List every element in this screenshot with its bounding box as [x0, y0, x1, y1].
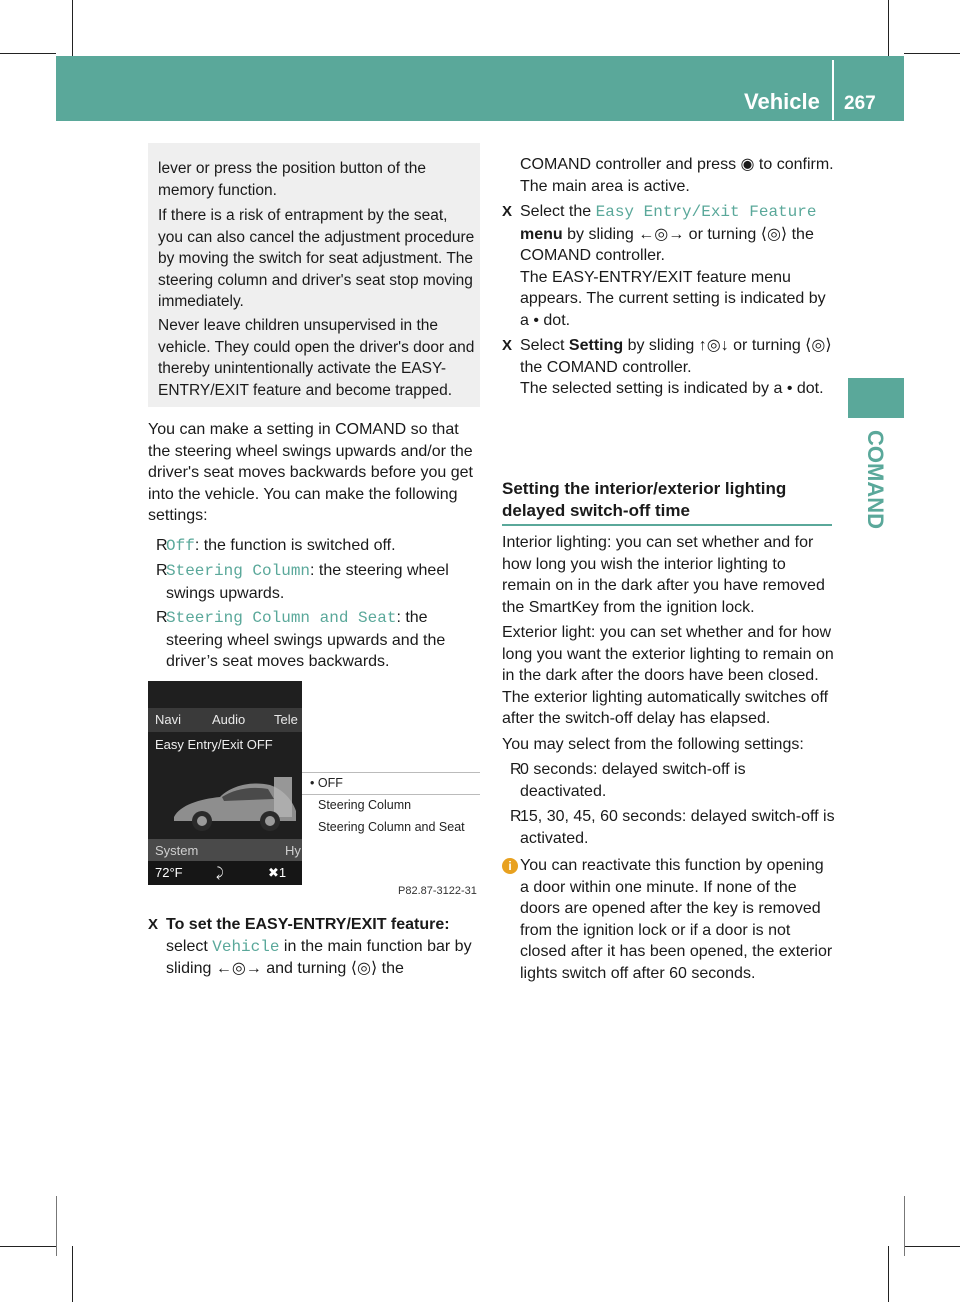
crop-mark [904, 1196, 905, 1256]
section-title: Vehicle [744, 89, 820, 114]
note-paragraph: lever or press the position button of the memory function. [158, 160, 426, 199]
note-paragraph: If there is a risk of entrapment by the seat, you can also cancel the adjustment procedure by moving the switch for seat adjustment. The steering column and driver's seat stop moving immediately. [158, 207, 475, 310]
info-icon: i [502, 858, 518, 874]
seat-icon: ⤸ [216, 865, 224, 880]
lighting-section [502, 532, 836, 984]
section-heading: Setting the interior/exterior lighting delayed switch-off time [502, 479, 787, 520]
intro-paragraph: You can make a setting in COMAND so that the steering wheel swings upwards and/or the driver's seat moves backwards before you get into the vehicle. You can make the following settings: [148, 421, 473, 524]
header-divider [832, 60, 834, 120]
list-item: R Steering Column and Seat: the steering wheel swings upwards and the driver’s seat moves backwards. [156, 609, 446, 670]
crop-mark [888, 1246, 889, 1302]
car-illustration [170, 759, 300, 839]
main-function-bar: Navi Audio Tele [148, 708, 302, 732]
heading-rule [502, 524, 832, 526]
chapter-tab [848, 378, 904, 418]
chapter-label: COMAND [848, 420, 904, 680]
note-paragraph: Never leave children unsupervised in the vehicle. They could open the driver's door and thereby unintentionally activate the EASY-ENTRY/EXIT feature and become trapped. [158, 317, 475, 399]
exterior-paragraph: Exterior light: you can set whether and for how long you want the exterior lighting to remain on in the dark after the doors have been closed. The exterior lighting automatically switches off after the switch-off delay has elapsed. [502, 624, 834, 727]
menu-option-steering-column: Steering Column [318, 798, 412, 812]
list-item: R Off: the function is switched off. [156, 537, 396, 555]
list-item: R 15, 30, 45, 60 seconds: delayed switch-off is activated. [510, 808, 835, 847]
menu-divider [302, 794, 480, 795]
status-bar: 72°F ⤸ ✖1 [148, 861, 302, 885]
crop-mark [904, 53, 960, 54]
warning-note [148, 143, 480, 407]
step-heading: To set the EASY-ENTRY/EXIT feature: [166, 916, 450, 933]
system-bar: System Hy [148, 839, 302, 861]
crop-mark [72, 1246, 73, 1302]
menu-title: Easy Entry/Exit OFF [155, 737, 273, 752]
menu-option-steering-column-and-seat: Steering Column and Seat [318, 820, 465, 834]
crop-mark [72, 0, 73, 56]
list-item: R Steering Column: the steering wheel swings upwards. [156, 562, 449, 602]
step-instruction: X To set the EASY-ENTRY/EXIT feature: select Vehicle in the main function bar by sliding ←◎→ and turning ⟨◎⟩ the [148, 914, 482, 980]
list-item: R 0 seconds: delayed switch-off is deactivated. [510, 761, 746, 800]
crop-mark [888, 0, 889, 56]
fan-icon: ✖1 [268, 865, 287, 880]
crop-mark [0, 1246, 56, 1247]
figure-id: P82.87-3122-31 [398, 885, 477, 897]
comand-display [148, 681, 302, 885]
crop-mark [56, 1196, 57, 1256]
info-note: i You can reactivate this function by opening a door within one minute. If none of the doors are opened after the key is removed from the ignition lock or if a door is not closed after it has been opened, the exterior lights switch off after 60 seconds. [502, 855, 836, 984]
crop-mark [904, 1246, 960, 1247]
menu-divider [302, 772, 480, 773]
interior-paragraph: Interior lighting: you can set whether and for how long you wish the interior lighting to remain on in the dark after you have removed the SmartKey from the ignition lock. [502, 534, 825, 616]
select-intro: You may select from the following settings: [502, 735, 804, 753]
right-column: COMAND controller and press ◉ to confirm. The main area is active. X Select the Easy Entry/Exit Feature menu by sliding ←◎→ or turning ⟨◎⟩ the COMAND controller. The EASY-ENTRY/EXIT feature menu appears. The current setting is indicated by a • dot. X Select Setting by sliding ↑◎↓ or turning ⟨◎⟩ the COMAND controller. The selected setting is indicated by a • dot. [502, 156, 834, 397]
crop-mark [0, 53, 56, 54]
page-number: 267 [844, 93, 876, 114]
menu-option-off: • OFF [310, 776, 343, 790]
